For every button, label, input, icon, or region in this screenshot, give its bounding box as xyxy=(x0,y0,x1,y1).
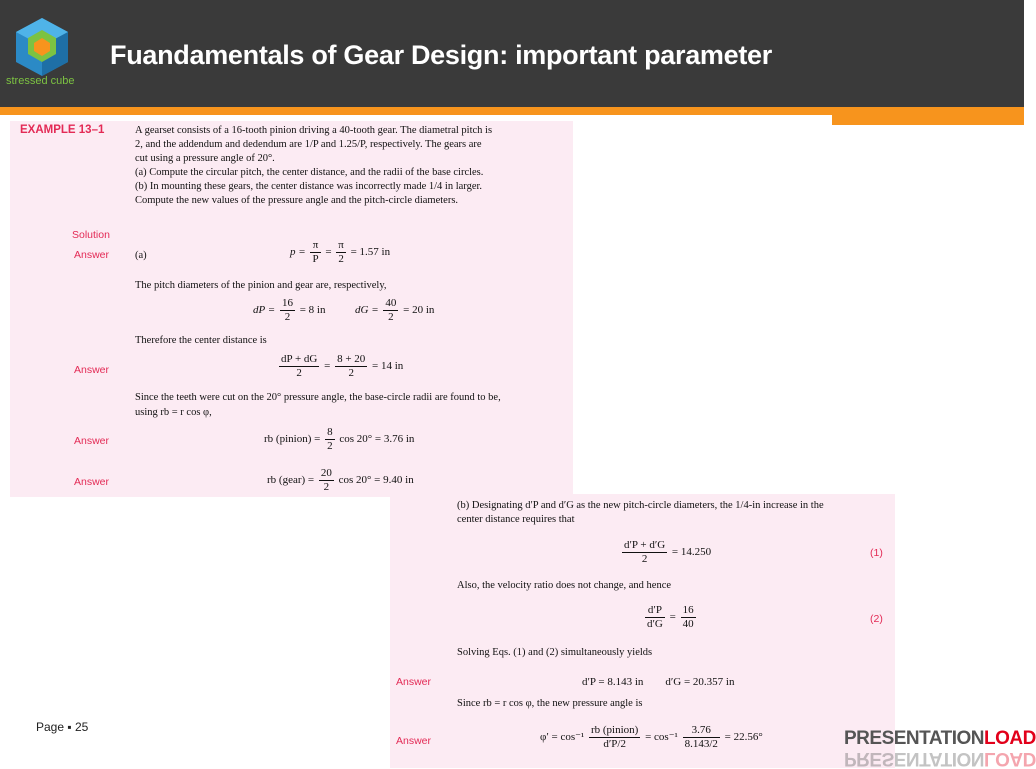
example-label: EXAMPLE 13–1 xyxy=(20,124,105,136)
orange-divider-accent xyxy=(832,115,1024,125)
text-base-circle: Since the teeth were cut on the 20° pressure angle, the base-circle radii are found to be, xyxy=(135,392,501,403)
presentationload-logo-reflection: PRESENTATIONLOAD xyxy=(844,748,1036,769)
part-b-text: (b) Designating d′P and d′G as the new pitch-circle diameters, the 1/4-in increase in the xyxy=(457,500,824,511)
problem-line: Compute the new values of the pressure angle and the pitch-circle diameters. xyxy=(135,195,459,206)
equation-center-distance: $\frac{dP + dG}{2}$ = $\frac{8 + 20}{2}$ = 14 in xyxy=(281,353,404,379)
logo-text: stressed cube xyxy=(6,75,75,87)
equation-rb-pinion: rb (pinion) = $\frac{8}{2}$ cos 20° = 3.76 in xyxy=(264,426,415,452)
answer-label: Answer xyxy=(396,676,432,688)
text-base-circle-2: using rb = r cos φ, xyxy=(135,407,212,418)
equation-number: (2) xyxy=(870,613,883,625)
problem-line: (b) In mounting these gears, the center distance was incorrectly made 1/4 in larger. xyxy=(135,181,483,192)
problem-line: 2, and the addendum and dedendum are 1/P and 1.25/P, respectively. The gears are xyxy=(135,139,482,150)
equation-dg: dG = $\frac{40}{2}$ = 20 in xyxy=(355,297,435,323)
equation-pressure-angle: φ′ = cos⁻¹ $\frac{\text{rb (pinion)}}{d'P/2}$ = cos⁻¹ $\frac{3.76}{8.143/2}$ = 22.56° xyxy=(540,724,763,750)
equation-solution: d′P = 8.143 in d′G = 20.357 in xyxy=(582,676,735,688)
orange-divider xyxy=(0,107,1024,115)
answer-label: Answer xyxy=(74,476,110,488)
page-number: Page ▪ 25 xyxy=(36,720,89,734)
solution-label: Solution xyxy=(72,229,110,241)
presentationload-logo: PRESENTATIONLOAD xyxy=(844,728,1036,749)
answer-label: Answer xyxy=(396,735,432,747)
example-panel-part-b xyxy=(390,494,895,768)
answer-label: Answer xyxy=(74,364,110,376)
slide-title: Fuandamentals of Gear Design: important parameter xyxy=(110,40,772,70)
header-bar xyxy=(0,0,1024,107)
equation-rb-gear: rb (gear) = $\frac{20}{2}$ cos 20° = 9.40 in xyxy=(267,467,414,493)
equation-circular-pitch: p = $\frac{\pi}{P}$ = $\frac{\pi}{2}$ = 1.57 in xyxy=(290,239,391,265)
text-center-distance: Therefore the center distance is xyxy=(135,335,267,346)
part-b-text: center distance requires that xyxy=(457,514,575,525)
text-pitch-diameters: The pitch diameters of the pinion and gear are, respectively, xyxy=(135,280,387,291)
part-b-text: Solving Eqs. (1) and (2) simultaneously yields xyxy=(457,647,653,658)
problem-line: A gearset consists of a 16-tooth pinion driving a 40-tooth gear. The diametral pitch is xyxy=(135,125,493,136)
equation-1: $\frac{d'P + d'G}{2}$ = 14.250 xyxy=(624,539,712,565)
part-b-text: Also, the velocity ratio does not change, and hence xyxy=(457,580,672,591)
problem-line: cut using a pressure angle of 20°. xyxy=(135,153,275,164)
equation-number: (1) xyxy=(870,547,883,559)
problem-line: (a) Compute the circular pitch, the center distance, and the radii of the base circles. xyxy=(135,167,484,178)
equation-2: $\frac{d'P}{d'G}$ = $\frac{16}{40}$ xyxy=(647,604,694,630)
example-panel-part-a xyxy=(10,121,573,497)
answer-label: Answer xyxy=(74,249,110,261)
part-a-label: (a) xyxy=(135,250,147,261)
equation-dp: dP = $\frac{16}{2}$ = 8 in xyxy=(253,297,326,323)
part-b-text: Since rb = r cos φ, the new pressure angle is xyxy=(457,698,643,709)
stressed-cube-logo-icon xyxy=(14,16,70,78)
answer-label: Answer xyxy=(74,435,110,447)
